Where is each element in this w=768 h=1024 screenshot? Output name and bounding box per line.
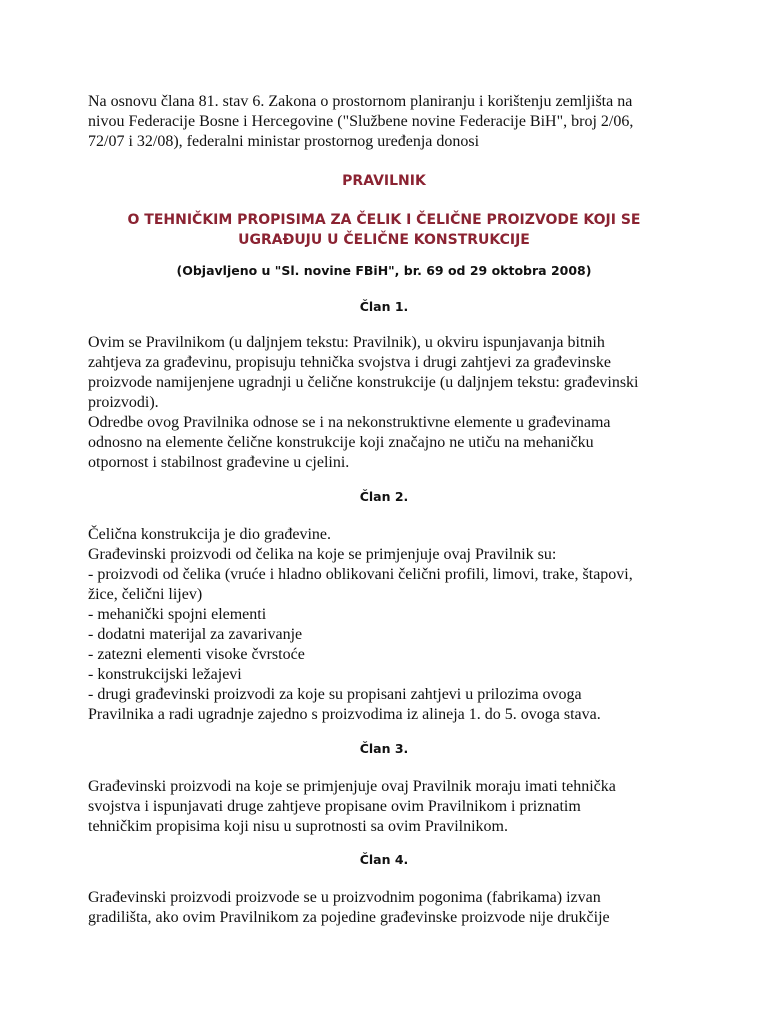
- document-subtitle: [0, 210, 768, 250]
- intro-line: 72/07 i 32/08), federalni ministar prostornog uređenja donosi: [88, 133, 480, 150]
- publication-note: (Objavljeno u "Sl. novine FBiH", br. 69 od 29 oktobra 2008): [176, 263, 592, 278]
- text-line: Građevinski proizvodi od čelika na koje se primjenjuje ovaj Pravilnik su:: [88, 546, 557, 563]
- list-item: - proizvodi od čelika (vruće i hladno oblikovani čelični profili, limovi, trake, štapovi,: [88, 566, 633, 583]
- text-line: tehničkim propisima koji nisu u suprotnosti sa ovim Pravilnikom.: [88, 818, 508, 835]
- list-item: - dodatni materijal za zavarivanje: [88, 626, 303, 643]
- article-3-heading: Član 3.: [359, 741, 409, 756]
- text-line: proizvodi).: [88, 394, 159, 411]
- text-line: proizvode namijenjene ugradnji u čelične konstrukcije (u daljnjem tekstu: građevinski: [88, 374, 639, 391]
- subtitle-line: O TEHNIČKIM PROPISIMA ZA ČELIK I ČELIČNE PROIZVODE KOJI SE: [127, 212, 641, 228]
- list-item: - mehanički spojni elementi: [88, 606, 267, 623]
- article-1-text: [88, 333, 688, 473]
- intro-line: Na osnovu člana 81. stav 6. Zakona o prostornom planiranju i korištenju zemljišta na: [88, 93, 633, 110]
- list-item: - konstrukcijski ležajevi: [88, 666, 242, 683]
- text-line: Pravilnika a radi ugradnje zajedno s proizvodima iz alineja 1. do 5. ovoga stava.: [88, 706, 601, 723]
- text-line: otpornost i stabilnost građevine u cjelini.: [88, 454, 350, 471]
- article-4-heading: Član 4.: [359, 852, 409, 867]
- list-item: - drugi građevinski proizvodi za koje su propisani zahtjevi u prilozima ovoga: [88, 686, 582, 703]
- text-line: Građevinski proizvodi proizvode se u proizvodnim pogonima (fabrikama) izvan: [88, 889, 601, 906]
- text-line: Ovim se Pravilnikom (u daljnjem tekstu: Pravilnik), u okviru ispunjavanja bitnih: [88, 334, 605, 351]
- document-title: PRAVILNIK: [342, 173, 426, 189]
- article-2-heading: Član 2.: [359, 489, 409, 504]
- text-line: žice, čelični lijev): [88, 586, 203, 603]
- text-line: Građevinski proizvodi na koje se primjenjuje ovaj Pravilnik moraju imati tehnička: [88, 778, 616, 795]
- text-line: odnosno na elemente čelične konstrukcije koji značajno ne utiču na mehaničku: [88, 434, 594, 451]
- text-line: Čelična konstrukcija je dio građevine.: [88, 526, 332, 543]
- text-line: Odredbe ovog Pravilnika odnose se i na nekonstruktivne elemente u građevinama: [88, 414, 611, 431]
- text-line: gradilišta, ako ovim Pravilnikom za pojedine građevinske proizvode nije drukčije: [88, 909, 610, 926]
- list-item: - zatezni elementi visoke čvrstoće: [88, 646, 305, 663]
- article-3-text: [88, 777, 688, 837]
- text-line: svojstva i ispunjavati druge zahtjeve propisane ovim Pravilnikom i priznatim: [88, 798, 581, 815]
- subtitle-line: UGRAĐUJU U ČELIČNE KONSTRUKCIJE: [238, 232, 530, 248]
- article-1-heading: Član 1.: [359, 299, 409, 314]
- intro-line: nivou Federacije Bosne i Hercegovine ("Službene novine Federacije BiH", broj 2/06,: [88, 113, 634, 130]
- article-2-text: [88, 525, 688, 725]
- article-4-text: [88, 888, 688, 928]
- intro-paragraph: [88, 92, 688, 152]
- text-line: zahtjeva za građevinu, propisuju tehnička svojstva i drugi zahtjevi za građevinske: [88, 354, 611, 371]
